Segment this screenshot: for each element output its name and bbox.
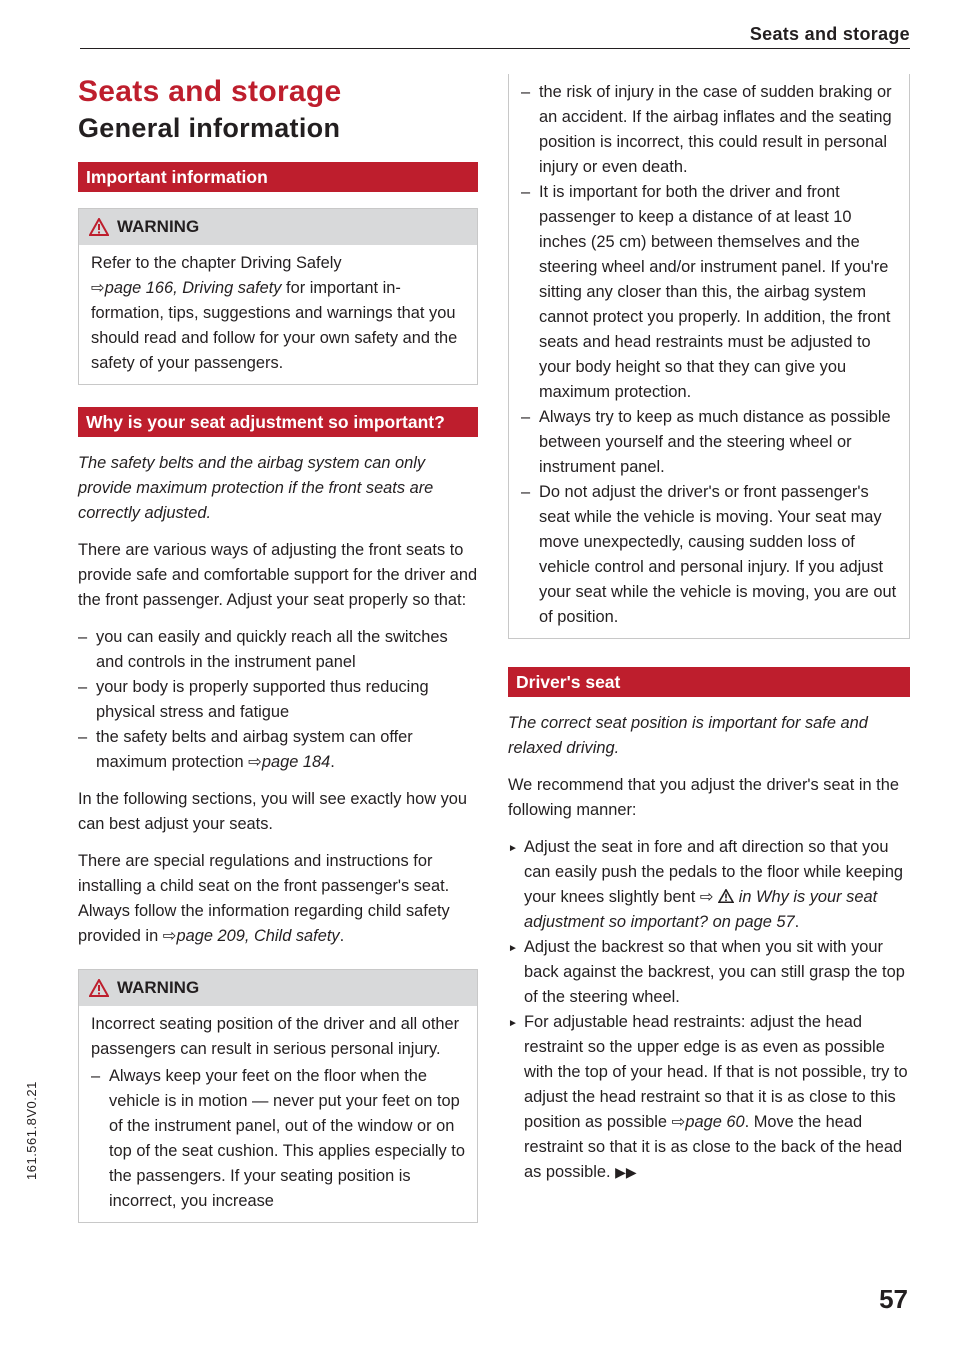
xref-arrow-icon: ⇨ [248, 753, 262, 771]
body-paragraph: There are special regulations and instructions for installing a child seat on the front passenger's seat. Always follow the information regarding child safety provided in ⇨page 209, Child safety. [78, 852, 450, 945]
warning-triangle-icon [89, 979, 109, 997]
step-item: ► Adjust the backrest so that when you sit with your back against the backrest, you can still grasp the top of the steering wheel. [508, 935, 910, 1010]
xref-arrow-icon: ⇨ [671, 1113, 686, 1131]
list-item: – Always try to keep as much distance as possible between yourself and the steering wheel or instrument panel. [521, 405, 899, 480]
step-item: ► Adjust the seat in fore and aft direction so that you can easily push the pedals to the floor while keeping your knees slightly bent ⇨ in Why is your seat adjustment so important? on page 57. [508, 835, 910, 935]
warning-box-1 [78, 208, 478, 385]
warning-list [521, 180, 899, 630]
body-paragraph: We recommend that you adjust the driver's seat in the following manner: [508, 776, 899, 819]
xref-link[interactable]: page 209, Child safety [176, 927, 340, 945]
running-header: Seats and storage [749, 24, 910, 44]
list-item: – It is important for both the driver and front passenger to keep a distance of at least 10 inches (25 cm) between themselves and the steering wheel and/or instrument panel. If you're sitting any closer than this, the airbag system cannot protect you properly. In addition, the front seats and head restraints must be adjusted to your body height so that they can give you maximum protection. [521, 180, 899, 405]
warning-label: WARNING [117, 217, 200, 236]
intro-paragraph: The safety belts and the airbag system can only provide maximum protection if the front seats are correctly adjusted. [78, 454, 434, 522]
warning-text: Incorrect seating position of the driver and all other passengers can result in serious personal injury. [91, 1015, 460, 1058]
warning-body [509, 74, 909, 638]
section-title: General information [78, 113, 341, 143]
xref-arrow-icon: ⇨ [91, 279, 105, 297]
warning-box-2 [78, 969, 478, 1223]
warning-header [79, 209, 477, 245]
warning-body [79, 1006, 477, 1222]
body-paragraph: In the following sections, you will see exactly how you can best adjust your seats. [78, 790, 468, 833]
list-item: – the safety belts and airbag system can offer maximum protection ⇨page 184. [78, 725, 478, 775]
xref-link[interactable]: page 166, Driving safety [104, 279, 282, 297]
drivers-seat-bar: Driver's seat [508, 667, 910, 697]
warning-list [91, 1064, 467, 1214]
side-document-code: 161.561.8V0.21 [24, 1081, 39, 1180]
body-paragraph: There are various ways of adjusting the front seats to provide safe and comfortable support for the driver and the front passenger. Adjust your seat properly so that: [78, 541, 478, 609]
list-item: – your body is properly supported thus reducing physical stress and fatigue [78, 675, 478, 725]
warning-box-2-continued [508, 74, 910, 639]
right-column [508, 74, 910, 1185]
xref-arrow-icon: ⇨ [162, 927, 177, 945]
chapter-title: Seats and storage [78, 75, 342, 108]
warning-text: for important information, tips, suggestions and warnings that you should read and follow for your own safety and the safety of your passengers. [91, 279, 458, 372]
warning-header [79, 970, 477, 1006]
step-item: ► For adjustable head restraints: adjust the head restraint so the upper edge is as even as possible with the top of your head. If that is not possible, try to adjust the head restraint so that it is as close to this position as possible ⇨page 60. Move the head restraint so that it is as close to the back of the head as possible. ▶▶ [508, 1010, 910, 1185]
list-item: – you can easily and quickly reach all the switches and controls in the instrument panel [78, 625, 478, 675]
list-item: – Do not adjust the driver's or front passenger's seat while the vehicle is moving. Your seat may move unexpectedly, causing sudden loss of vehicle control and personal injury. If you adjust your seat while the vehicle is moving, you are out of position. [521, 480, 899, 630]
warning-label: WARNING [117, 978, 200, 997]
header-rule [80, 48, 910, 49]
warning-triangle-icon [718, 889, 734, 903]
continue-icon: ▶▶ [615, 1164, 637, 1180]
xref-link[interactable]: in Why is your seat adjustment so important? on page 57 [524, 888, 878, 931]
xref-link[interactable]: page 184 [261, 753, 331, 771]
list-item: – Always keep your feet on the floor when the vehicle is in motion — never put your feet on top of the instrument panel, out of the window or on top of the seat cushion. This applies especially to the passengers. If your seating position is incorrect, you increase [91, 1064, 467, 1214]
steps-list [508, 835, 910, 1185]
warning-list [521, 80, 899, 180]
intro-paragraph: The correct seat position is important for safe and relaxed driving. [508, 714, 868, 757]
warning-triangle-icon [89, 218, 109, 236]
xref-arrow-icon: ⇨ [699, 888, 714, 906]
xref-link[interactable]: page 60 [685, 1113, 745, 1131]
requirements-list [78, 625, 478, 775]
important-information-bar: Important information [78, 162, 478, 192]
left-column [78, 74, 478, 1223]
why-important-bar: Why is your seat adjustment so important? [78, 407, 478, 437]
page-number: 57 [879, 1284, 908, 1314]
list-item-continued: – the risk of injury in the case of sudden braking or an accident. If the airbag inflates and the seating position is incorrect, this could result in personal injury or even death. [521, 80, 899, 180]
warning-text: Refer to the chapter Driving Safely [91, 254, 342, 272]
warning-body [79, 245, 477, 384]
